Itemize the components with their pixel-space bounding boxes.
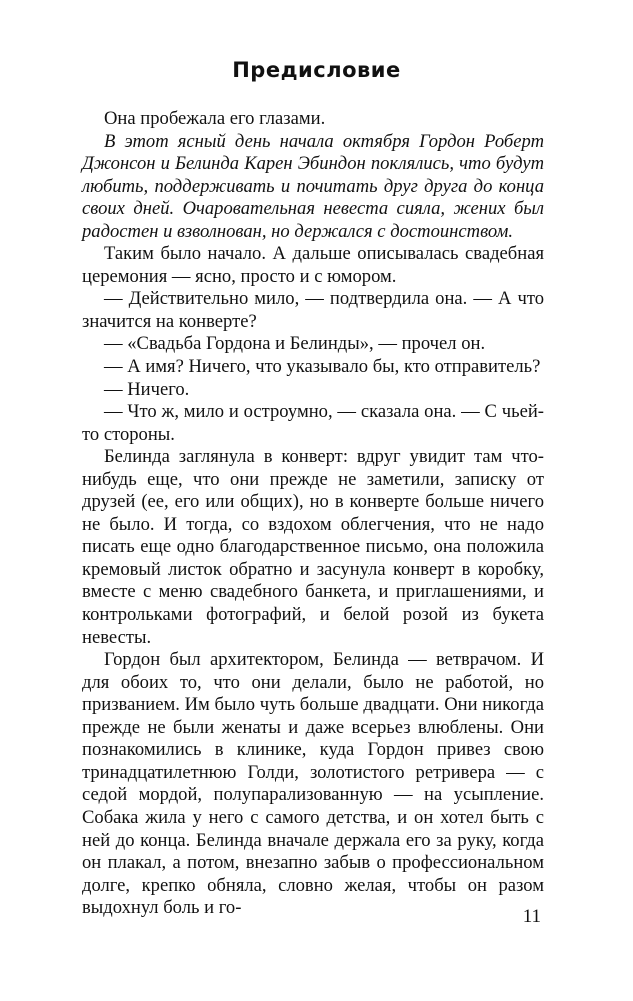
chapter-title: Предисловие: [232, 58, 401, 82]
paragraph-dialogue: — Что ж, мило и остроумно, — сказала она. — С чьей-то стороны.: [82, 401, 544, 445]
paragraph-dialogue: — А имя? Ничего, что указывало бы, кто отправитель?: [104, 356, 541, 378]
paragraph-dialogue: — Ничего.: [104, 378, 190, 400]
paragraph: Гордон был архитектором, Белинда — ветврачом. И для обоих то, что они делали, было не работой, но призванием. Им было чуть больше двадцати. Они никогда прежде не были женаты и даже всерьез влюблены. Они познакомились в клинике, куда Гордон привез свою тринадцатилетнюю Голди, золотистого ретривера — с седой мордой, полупарализованную — на усыпление. Собака жила у него с самого детства, и он хотел быть с ней до конца. Белинда вначале держала его за руку, когда он плакал, а потом, внезапно забыв о профессиональном долге, крепко обняла, словно желая, чтобы он разом выдохнул боль и го-: [82, 649, 544, 919]
paragraph: Белинда заглянула в конверт: вдруг увидит там что-нибудь еще, что они прежде не заметили, записку от друзей (ее, его или общих), но в конверте больше ничего не было. И тогда, со вздохом облегчения, что не надо писать еще одно благодарственное письмо, она положила кремовый листок обратно и засунула конверт в коробку, вместе с меню свадебного банкета, и приглашениями, и контрольками фотографий, и белой розой из букета невесты.: [82, 446, 544, 648]
page-number: 11: [522, 906, 541, 927]
paragraph: Она пробежала его глазами.: [104, 108, 326, 129]
paragraph: Таким было начало. А дальше описывалась свадебная церемония — ясно, просто и с юмором.: [82, 243, 544, 287]
paragraph-italic-letter: В этот ясный день начала октября Гордон Роберт Джонсон и Белинда Карен Эбиндон поклялись, что будут любить, поддерживать и почитать друг друга до конца своих дней. Очаровательная невеста сияла, жених был радостен и взволнован, но держался с достоинством.: [82, 130, 544, 242]
body-text: [82, 108, 544, 920]
paragraph-dialogue: — «Свадьба Гордона и Белинды», — прочел он.: [104, 333, 486, 355]
paragraph-dialogue: — Действительно мило, — подтвердила она. — А что значится на конверте?: [82, 288, 544, 332]
